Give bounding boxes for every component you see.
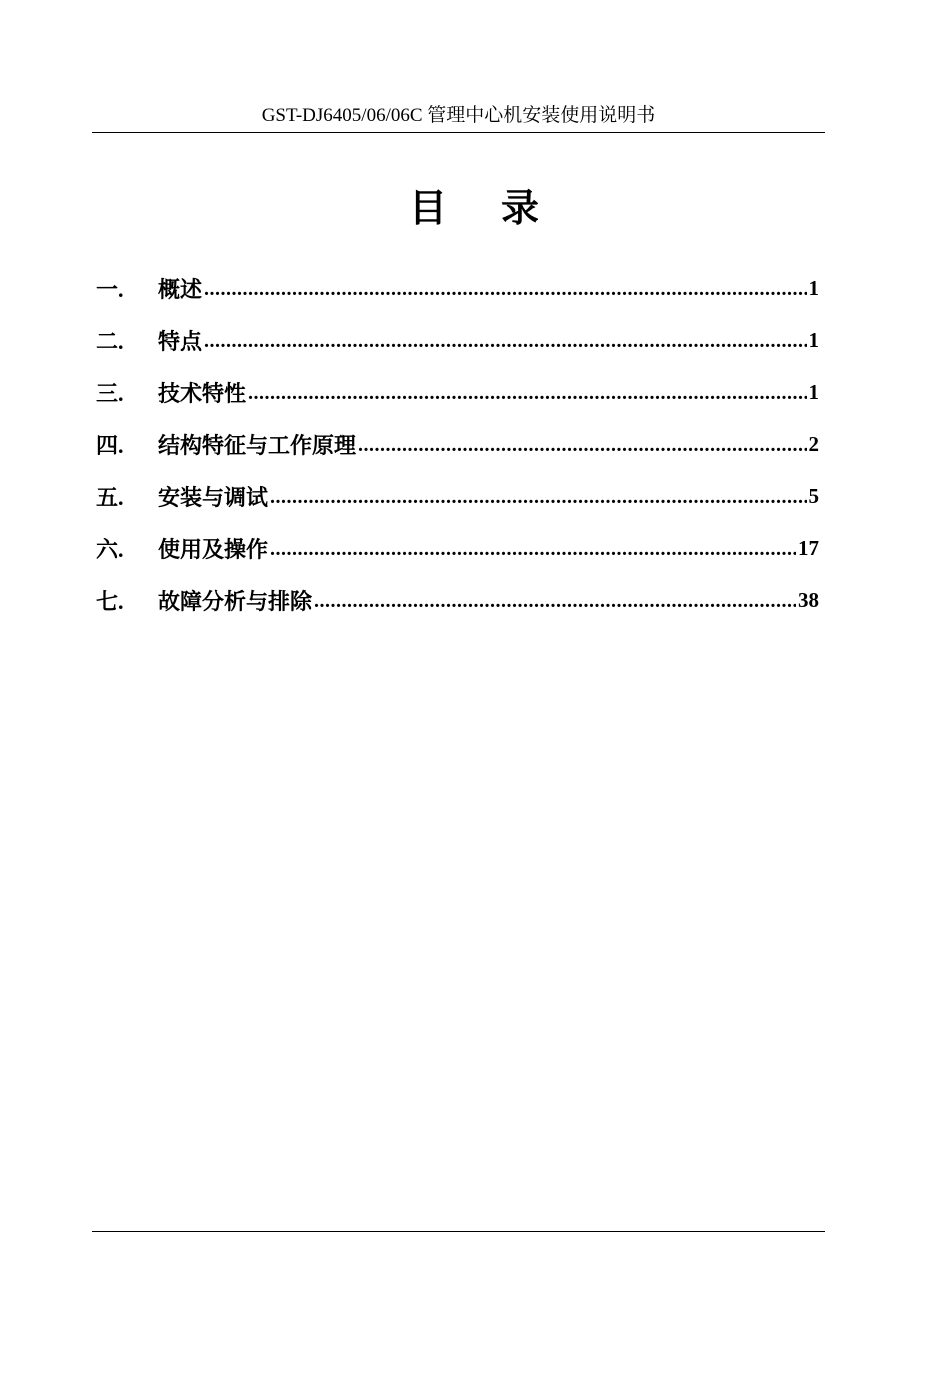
toc-entry-label: 故障分析与排除 [158,588,313,614]
toc-dot-leader [270,536,796,560]
toc-entry-page: 1 [808,275,819,300]
toc-entry-number: 三. [96,380,124,406]
toc-entry-label: 概述 [158,276,203,302]
toc-entry-page: 1 [808,379,819,404]
toc-dot-leader [204,328,806,352]
toc-entry-number: 七. [96,588,124,614]
toc-entry-label: 安装与调试 [158,484,269,510]
toc-entry-page: 5 [808,483,819,508]
toc-title-char-1: 目 [408,188,449,230]
toc-title [0,184,950,234]
toc-entry[interactable] [96,470,819,522]
toc-entry-number: 四. [96,432,124,458]
header-rule [92,132,825,133]
page-header-title: GST-DJ6405/06/06C 管理中心机安装使用说明书 [261,105,656,126]
toc-entry-label: 使用及操作 [158,536,269,562]
toc-entry-number: 一. [96,276,124,302]
toc-entry-number: 二. [96,328,124,354]
toc-entry-number: 五. [96,484,124,510]
toc-entry-number: 六. [96,536,124,562]
toc-dot-leader [358,432,806,456]
toc-entry-page: 2 [808,431,819,456]
toc-entry[interactable] [96,418,819,470]
toc-dot-leader [204,276,806,300]
toc-entry-page: 17 [798,535,819,560]
toc-entry[interactable] [96,574,819,626]
toc-entry-label: 结构特征与工作原理 [158,432,357,458]
toc-dot-leader [248,380,806,404]
toc-entry[interactable] [96,522,819,574]
toc-title-char-2: 录 [501,188,542,230]
toc-entry[interactable] [96,366,819,418]
toc-entry[interactable] [96,262,819,314]
toc-entry-label: 特点 [158,328,203,354]
toc-entry-page: 38 [798,587,819,612]
toc-dot-leader [270,484,806,508]
table-of-contents [96,262,819,626]
footer-rule [92,1231,825,1232]
toc-dot-leader [314,588,796,612]
toc-entry-label: 技术特性 [158,380,247,406]
toc-entry[interactable] [96,314,819,366]
toc-entry-page: 1 [808,327,819,352]
